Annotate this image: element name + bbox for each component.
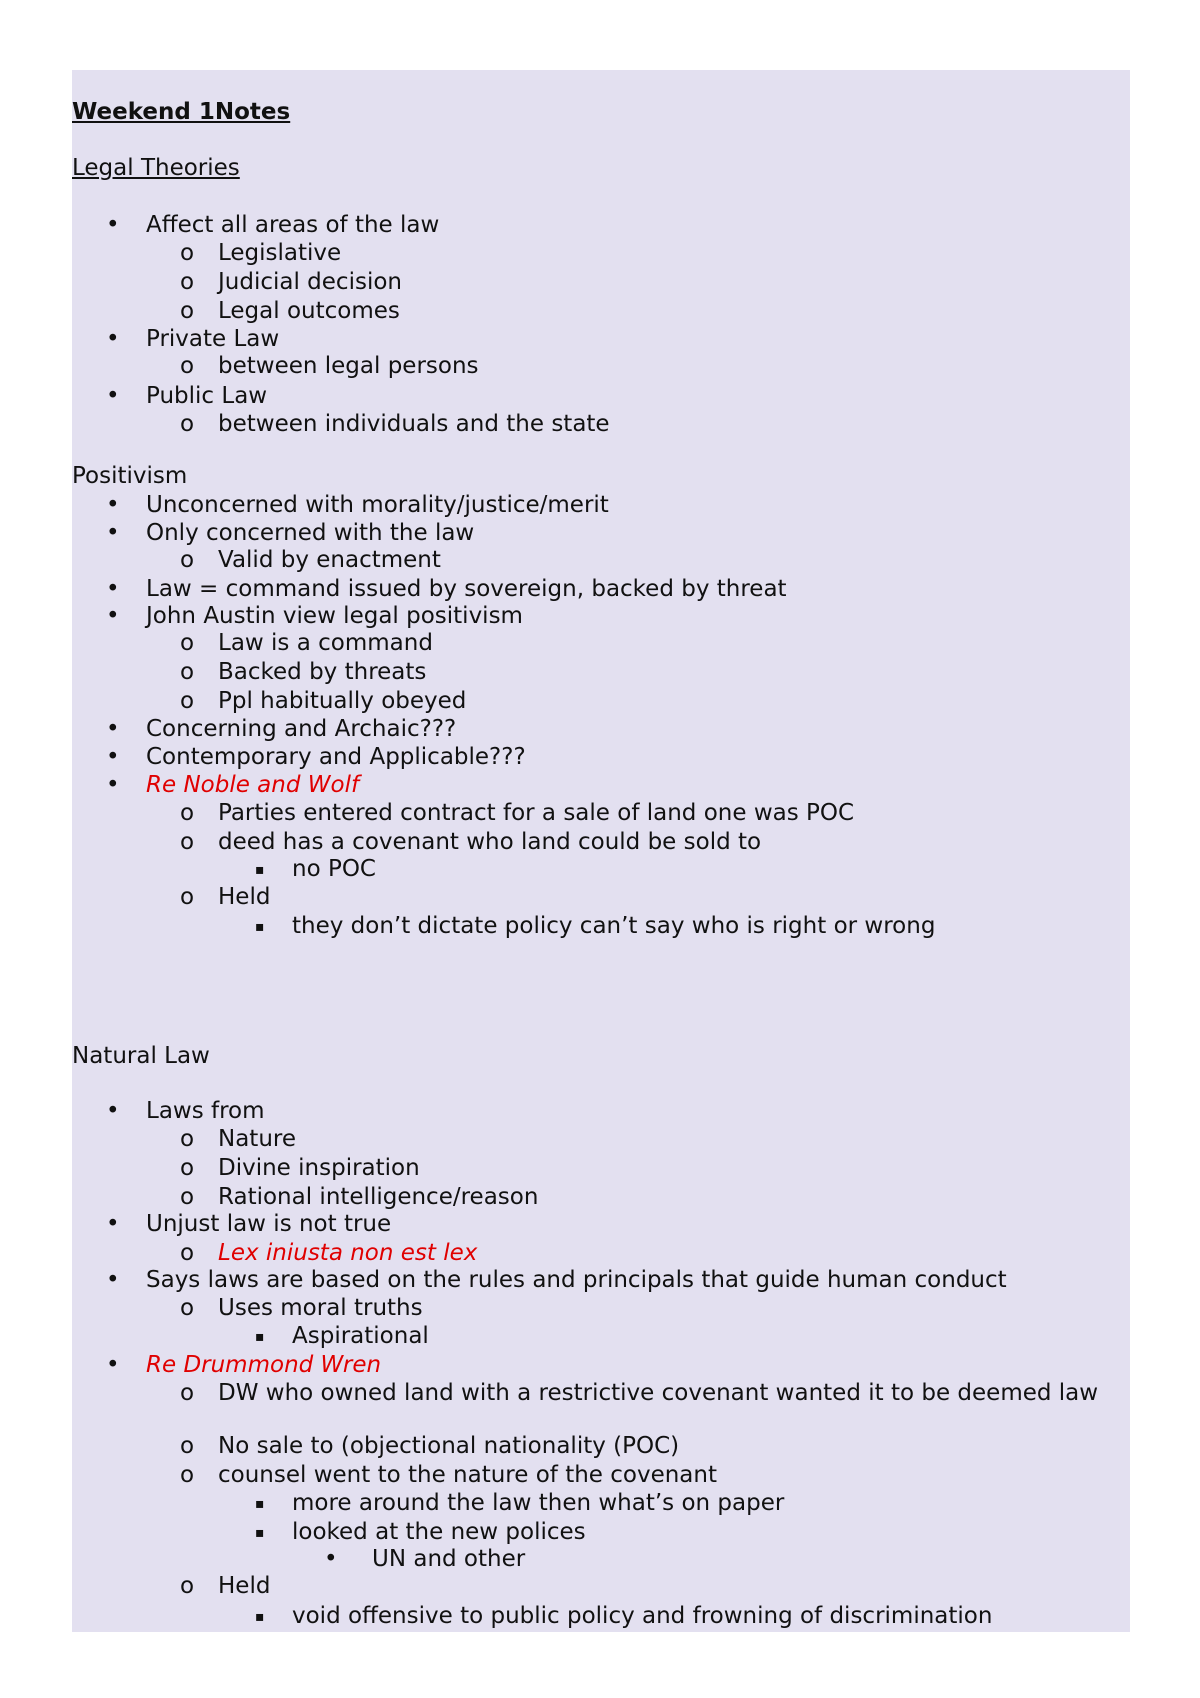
bullet-icon: •	[106, 326, 120, 352]
circle-bullet-icon: o	[180, 298, 195, 324]
circle-bullet-icon: o	[180, 1295, 195, 1321]
circle-bullet-icon: o	[180, 1184, 195, 1210]
note-item: No sale to (objectional nationality (POC)	[218, 1433, 680, 1459]
note-item: Concerning and Archaic???	[146, 716, 457, 742]
circle-bullet-icon: o	[180, 829, 195, 855]
bullet-icon: •	[106, 212, 120, 238]
circle-bullet-icon: o	[180, 1155, 195, 1181]
note-item: counsel went to the nature of the covenant	[218, 1462, 717, 1488]
bullet-icon: •	[106, 520, 120, 546]
section-heading-legal-theories: Legal Theories	[72, 155, 240, 181]
note-item: Re Noble and Wolf	[146, 772, 360, 798]
note-item: looked at the new polices	[292, 1519, 586, 1545]
section-heading: Positivism	[72, 463, 188, 489]
bullet-icon: •	[106, 716, 120, 742]
circle-bullet-icon: o	[180, 688, 195, 714]
bullet-icon: •	[106, 576, 120, 602]
note-item: they don’t dictate policy can’t say who is right or wrong	[292, 913, 936, 939]
bullet-icon: •	[324, 1546, 338, 1572]
bullet-icon: •	[106, 744, 120, 770]
note-item: Re Drummond Wren	[146, 1352, 382, 1378]
note-item: Legislative	[218, 240, 342, 266]
note-item: Says laws are based on the rules and principals that guide human conduct	[146, 1267, 1007, 1293]
note-item: Laws from	[146, 1098, 265, 1124]
bullet-icon: •	[106, 772, 120, 798]
note-item: Lex iniusta non est lex	[218, 1240, 478, 1266]
note-item: Uses moral truths	[218, 1295, 423, 1321]
bullet-icon: •	[106, 492, 120, 518]
circle-bullet-icon: o	[180, 659, 195, 685]
circle-bullet-icon: o	[180, 353, 195, 379]
note-item: Contemporary and Applicable???	[146, 744, 526, 770]
circle-bullet-icon: o	[180, 1573, 195, 1599]
note-item: Public Law	[146, 383, 268, 409]
note-item: Nature	[218, 1126, 296, 1152]
note-item: between individuals and the state	[218, 411, 610, 437]
bullet-icon: •	[106, 1267, 120, 1293]
note-item: Aspirational	[292, 1323, 429, 1349]
bullet-icon: •	[106, 603, 120, 629]
square-bullet-icon: ▪	[255, 1609, 265, 1625]
note-item: Unjust law is not true	[146, 1211, 392, 1237]
circle-bullet-icon: o	[180, 1462, 195, 1488]
note-item: Held	[218, 884, 271, 910]
circle-bullet-icon: o	[180, 884, 195, 910]
note-item: John Austin view legal positivism	[146, 603, 523, 629]
note-item: Ppl habitually obeyed	[218, 688, 467, 714]
note-item: Private Law	[146, 326, 280, 352]
document-page	[72, 70, 1130, 1632]
circle-bullet-icon: o	[180, 630, 195, 656]
bullet-icon: •	[106, 1098, 120, 1124]
note-item: no POC	[292, 856, 376, 882]
bullet-icon: •	[106, 1211, 120, 1237]
note-item: between legal persons	[218, 353, 479, 379]
note-item: Parties entered contract for a sale of land one was POC	[218, 800, 855, 826]
page-title: Weekend 1Notes	[72, 99, 291, 125]
square-bullet-icon: ▪	[255, 862, 265, 878]
note-item: UN and other	[372, 1546, 526, 1572]
circle-bullet-icon: o	[180, 1126, 195, 1152]
note-item: void offensive to public policy and frowning of discrimination	[292, 1603, 993, 1629]
note-item: Only concerned with the law	[146, 520, 475, 546]
note-item: more around the law then what’s on paper	[292, 1490, 785, 1516]
note-item: Held	[218, 1573, 271, 1599]
note-item: Valid by enactment	[218, 547, 441, 573]
square-bullet-icon: ▪	[255, 1496, 265, 1512]
circle-bullet-icon: o	[180, 1380, 195, 1406]
circle-bullet-icon: o	[180, 240, 195, 266]
note-item: Divine inspiration	[218, 1155, 420, 1181]
note-item: Backed by threats	[218, 659, 427, 685]
circle-bullet-icon: o	[180, 800, 195, 826]
note-item: DW who owned land with a restrictive covenant wanted it to be deemed law	[218, 1380, 1099, 1406]
note-item: Judicial decision	[218, 269, 402, 295]
note-item: Legal outcomes	[218, 298, 400, 324]
circle-bullet-icon: o	[180, 547, 195, 573]
bullet-icon: •	[106, 383, 120, 409]
square-bullet-icon: ▪	[255, 1525, 265, 1541]
note-item: Law is a command	[218, 630, 433, 656]
note-item: Unconcerned with morality/justice/merit	[146, 492, 609, 518]
square-bullet-icon: ▪	[255, 1329, 265, 1345]
circle-bullet-icon: o	[180, 1433, 195, 1459]
note-item: Rational intelligence/reason	[218, 1184, 539, 1210]
section-heading: Natural Law	[72, 1043, 210, 1069]
circle-bullet-icon: o	[180, 269, 195, 295]
bullet-icon: •	[106, 1352, 120, 1378]
square-bullet-icon: ▪	[255, 919, 265, 935]
circle-bullet-icon: o	[180, 411, 195, 437]
note-item: Law = command issued by sovereign, backed by threat	[146, 576, 787, 602]
note-item: Affect all areas of the law	[146, 212, 440, 238]
note-item: deed has a covenant who land could be sold to	[218, 829, 762, 855]
circle-bullet-icon: o	[180, 1240, 195, 1266]
